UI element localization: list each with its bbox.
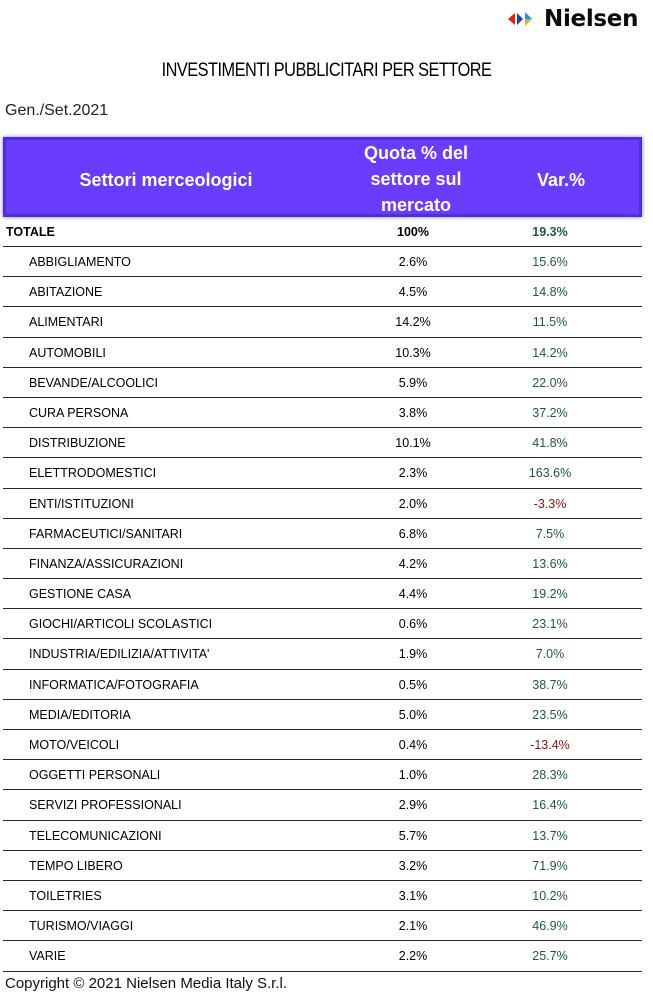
sector-cell: ABBIGLIAMENTO <box>29 255 131 269</box>
share-cell: 5.9% <box>398 375 428 390</box>
var-cell: 13.7% <box>532 828 568 843</box>
sector-cell: TOILETRIES <box>29 888 102 903</box>
table-row <box>3 519 642 549</box>
share-cell: 14.2% <box>395 315 431 330</box>
sector-cell: ABITAZIONE <box>29 285 103 300</box>
share-cell: 2.9% <box>398 798 428 813</box>
var-cell: 14.8% <box>532 285 568 300</box>
sector-cell: FARMACEUTICI/SANITARI <box>29 526 183 541</box>
table-row <box>3 730 642 760</box>
share-cell: 5.7% <box>398 828 428 843</box>
table-row <box>3 670 642 700</box>
var-cell: 19.2% <box>532 587 568 602</box>
table-row <box>3 911 642 941</box>
sector-cell: TURISMO/VIAGGI <box>29 919 134 934</box>
var-cell: 10.2% <box>532 888 568 903</box>
share-cell: 3.8% <box>398 405 428 420</box>
table-header <box>3 137 642 217</box>
share-cell: 2.1% <box>398 919 428 934</box>
sector-cell: VARIE <box>29 949 66 964</box>
page-title: INVESTIMENTI PUBBLICITARI PER SETTORE <box>161 60 492 81</box>
total-sector: TOTALE <box>6 225 55 239</box>
share-cell: 6.8% <box>398 526 428 541</box>
nielsen-logo <box>506 6 638 32</box>
sector-cell: INDUSTRIA/EDILIZIA/ATTIVITA' <box>29 647 210 662</box>
table-row <box>3 851 642 881</box>
var-cell: 22.0% <box>532 375 568 390</box>
share-cell: 4.2% <box>398 556 428 571</box>
share-cell: 0.4% <box>398 738 428 752</box>
sector-cell: TELECOMUNICAZIONI <box>29 828 162 843</box>
var-cell: 16.4% <box>532 798 568 813</box>
share-cell: 10.1% <box>395 436 431 451</box>
sector-cell: SERVIZI PROFESSIONALI <box>29 798 182 813</box>
sector-cell: FINANZA/ASSICURAZIONI <box>29 556 184 571</box>
var-cell: 7.0% <box>535 647 565 662</box>
var-cell: 23.5% <box>532 707 568 722</box>
var-cell: 23.1% <box>532 617 568 632</box>
var-cell: 25.7% <box>532 949 568 964</box>
table-row <box>3 277 642 307</box>
share-cell: 2.6% <box>398 255 428 269</box>
share-cell: 2.3% <box>398 466 428 481</box>
table-row <box>3 881 642 911</box>
table-row <box>3 428 642 458</box>
sector-cell: INFORMATICA/FOTOGRAFIA <box>29 677 199 692</box>
share-cell: 2.0% <box>398 496 428 511</box>
sector-cell: AUTOMOBILI <box>29 345 106 360</box>
share-cell: 0.6% <box>398 617 428 632</box>
share-cell: 3.2% <box>398 858 428 873</box>
share-cell: 4.5% <box>398 285 428 300</box>
total-share: 100% <box>397 225 429 239</box>
share-cell: 5.0% <box>398 707 428 722</box>
share-cell: 4.4% <box>398 587 428 602</box>
sector-cell: ENTI/ISTITUZIONI <box>29 496 134 511</box>
table-row <box>3 821 642 851</box>
share-cell: 10.3% <box>395 345 431 360</box>
var-cell: 7.5% <box>535 526 565 541</box>
table-row <box>3 579 642 609</box>
var-cell: 163.6% <box>528 466 572 481</box>
table-row <box>3 760 642 790</box>
share-cell: 0.5% <box>398 677 428 692</box>
var-cell: -13.4% <box>530 738 570 752</box>
sector-cell: DISTRIBUZIONE <box>29 436 126 451</box>
table-body <box>3 247 642 972</box>
sector-table <box>3 137 642 972</box>
table-row <box>3 398 642 428</box>
var-cell: 28.3% <box>532 768 568 783</box>
table-row <box>3 338 642 368</box>
sector-cell: OGGETTI PERSONALI <box>29 768 161 783</box>
table-row <box>3 307 642 337</box>
var-cell: 14.2% <box>532 345 568 360</box>
table-row <box>3 489 642 519</box>
sector-cell: GIOCHI/ARTICOLI SCOLASTICI <box>29 617 213 632</box>
header-var: Var.% <box>536 170 586 190</box>
var-cell: 41.8% <box>532 436 568 451</box>
header-sector: Settori merceologici <box>79 170 253 190</box>
share-cell: 1.9% <box>398 647 428 662</box>
header-share: Quota % del settore sul mercato <box>363 143 468 215</box>
var-cell: 13.6% <box>532 556 568 571</box>
sector-cell: BEVANDE/ALCOOLICI <box>29 375 158 390</box>
var-cell: 46.9% <box>532 919 568 934</box>
sector-cell: TEMPO LIBERO <box>29 858 123 873</box>
var-cell: 15.6% <box>532 255 568 269</box>
sector-cell: MEDIA/EDITORIA <box>29 707 131 722</box>
var-cell: -3.3% <box>533 496 567 511</box>
sector-cell: CURA PERSONA <box>29 405 129 420</box>
share-cell: 3.1% <box>398 888 428 903</box>
sector-cell: ELETTRODOMESTICI <box>29 466 157 481</box>
table-row-total <box>3 217 642 247</box>
sector-cell: ALIMENTARI <box>29 315 104 330</box>
logo-text: Nielsen <box>544 6 639 32</box>
sector-cell: GESTIONE CASA <box>29 587 132 602</box>
table-row <box>3 549 642 579</box>
table-row <box>3 639 642 669</box>
total-var: 19.3% <box>532 225 568 239</box>
var-cell: 11.5% <box>532 315 568 330</box>
table-row <box>3 700 642 730</box>
table-row <box>3 247 642 277</box>
table-row <box>3 368 642 398</box>
var-cell: 37.2% <box>532 405 568 420</box>
copyright-footer: Copyright © 2021 Nielsen Media Italy S.r.l. <box>5 975 288 992</box>
var-cell: 71.9% <box>532 858 568 873</box>
period-label: Gen./Set.2021 <box>5 102 109 119</box>
table-row <box>3 609 642 639</box>
sector-cell: MOTO/VEICOLI <box>29 738 120 752</box>
table-row <box>3 790 642 820</box>
table-row <box>3 941 642 971</box>
nielsen-logo-icon <box>506 9 540 29</box>
share-cell: 1.0% <box>398 768 428 783</box>
table-row <box>3 458 642 488</box>
var-cell: 38.7% <box>532 677 568 692</box>
share-cell: 2.2% <box>398 949 428 964</box>
